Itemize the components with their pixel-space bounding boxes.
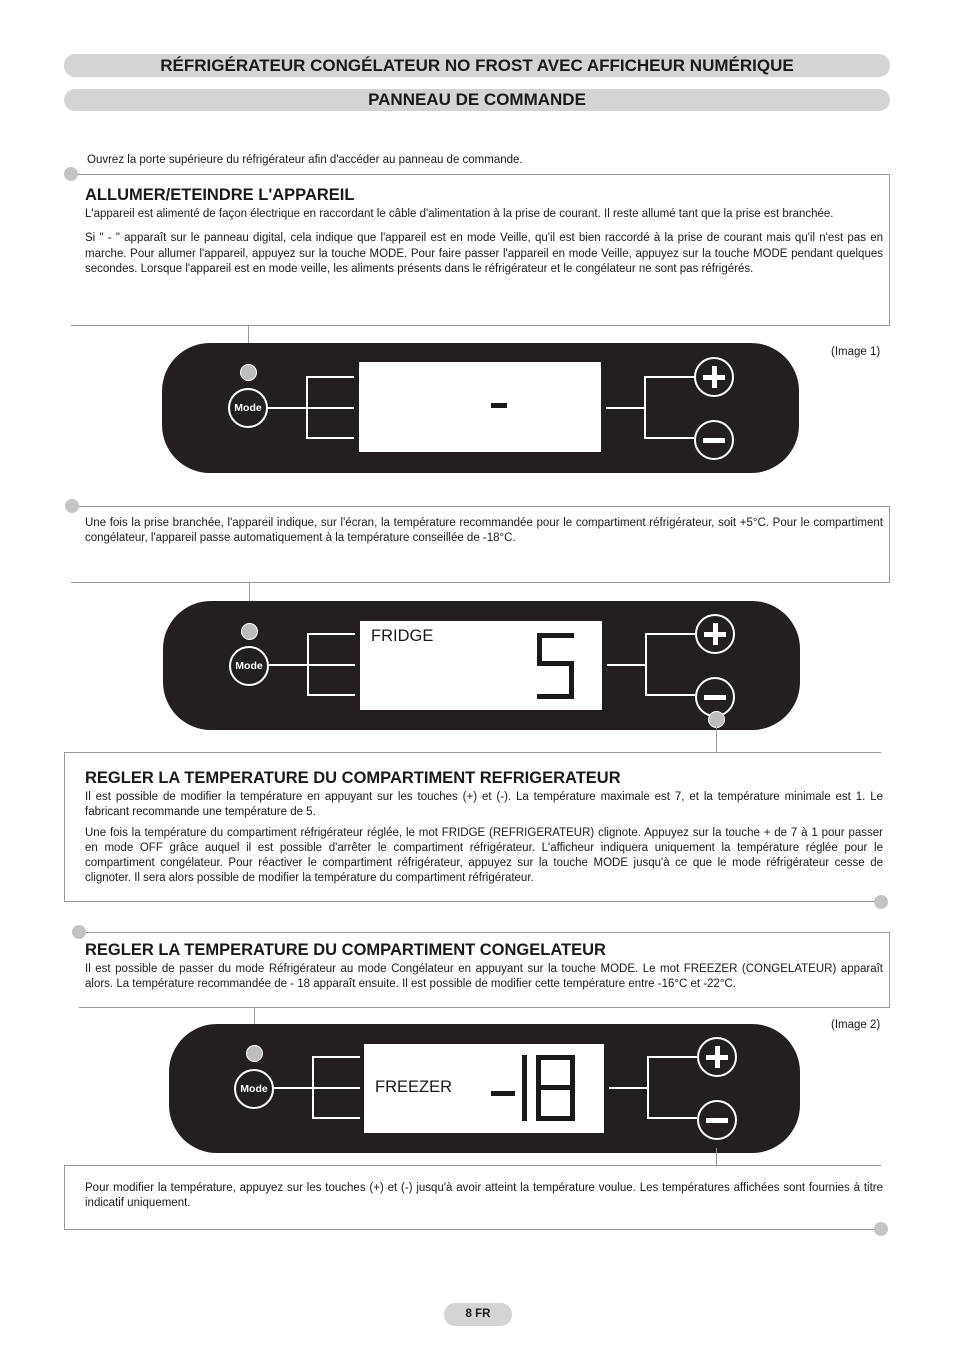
- connector-line: [716, 1148, 717, 1166]
- display-screen: [364, 1044, 604, 1133]
- wire: [268, 407, 306, 409]
- display-screen: [359, 362, 601, 452]
- fridge-label: FRIDGE: [371, 627, 434, 645]
- wire: [312, 1056, 360, 1058]
- mode-button[interactable]: Mode: [228, 388, 268, 428]
- connector-dot: [874, 1222, 888, 1236]
- digit-segment: [536, 1055, 541, 1121]
- wire: [306, 437, 354, 439]
- wire: [312, 1087, 360, 1089]
- page-number: 8 FR: [444, 1303, 512, 1326]
- wire: [606, 407, 644, 409]
- wire: [644, 376, 646, 439]
- connector-dot: [246, 1045, 263, 1062]
- wire: [644, 376, 694, 378]
- section-title: PANNEAU DE COMMANDE: [64, 89, 890, 111]
- plus-icon-stroke: [713, 623, 718, 645]
- wire: [607, 664, 645, 666]
- minus-icon: [706, 1118, 728, 1123]
- connector-dot: [241, 623, 258, 640]
- heading-freezer: REGLER LA TEMPERATURE DU COMPARTIMENT CONGELATEUR: [85, 941, 606, 959]
- segment-dash: [491, 403, 507, 408]
- freezer-label: FREEZER: [375, 1078, 453, 1096]
- plus-button[interactable]: [695, 614, 735, 654]
- connector-dot: [64, 167, 78, 181]
- fridge-paragraph-2: Une fois la température du compartiment réfrigérateur réglée, le mot FRIDGE (REFRIGERATEUR) clignote. Appuyez sur la touche + de 7 à 1 pour passer en mode OFF grâce auquel il est possible d'arrêter le compartiment réfrigérateur. L'afficheur indiquera uniquement la température réglée pour le compartiment congélateur. Pour réactiver le compartiment réfrigérateur, appuyez sur la touche MODE jusqu'à ce que le mode réfrigérateur cesse de clignoter. Il sera alors possible de modifier la température du compartiment réfrigérateur.: [85, 826, 883, 885]
- wire: [647, 1117, 697, 1119]
- power-paragraph-2: Si " - " apparaît sur le panneau digital, cela indique que l'appareil est en mode Veille, qu'il est bien raccordé à la prise de courant mais qu'il n'est pas en marche. Pour allumer l'appareil, appuyez sur la touche MODE. Pour faire passer l'appareil en mode Veille, appuyez sur la touche MODE pendant quelques secondes. Lorsque l'appareil est en mode veille, les aliments présents dans le réfrigérateur et le congélateur ne sont pas réfrigérés.: [85, 232, 883, 275]
- digit-segment: [570, 1055, 575, 1121]
- minus-icon: [703, 438, 725, 443]
- wire: [306, 376, 354, 378]
- freezer-body: Il est possible de passer du mode Réfrigérateur au mode Congélateur en appuyant sur la touche MODE. Le mot FREEZER (CONGELATEUR) apparaît alors. La température recommandée de - 18 apparaît ensuite. Il est possible de modifier cette température entre -16°C et -22°C.: [85, 963, 883, 991]
- connector-line: [716, 726, 717, 753]
- plus-button[interactable]: [697, 1037, 737, 1077]
- wire: [645, 633, 647, 696]
- power-body: [85, 207, 883, 277]
- wire: [307, 633, 355, 635]
- minus-icon: [704, 695, 726, 700]
- wire: [647, 1056, 649, 1119]
- image-1-caption: (Image 1): [831, 346, 881, 358]
- plugged-body: Une fois la prise branchée, l'appareil indique, sur l'écran, la température recommandée pour le compartiment réfrigérateur, soit +5°C. Pour le compartiment congélateur, l'appareil passe automatiquement à la température conseillée de -18°C.: [85, 517, 883, 545]
- plus-icon-stroke: [715, 1046, 720, 1068]
- digit-segment: [522, 1055, 527, 1121]
- wire: [306, 407, 354, 409]
- connector-dot: [72, 925, 86, 939]
- display-screen: [360, 621, 602, 710]
- connector-dot: [65, 499, 79, 513]
- mode-button[interactable]: Mode: [229, 646, 269, 686]
- mode-button[interactable]: Mode: [234, 1069, 274, 1109]
- plus-icon-stroke: [712, 366, 717, 388]
- wire: [609, 1087, 647, 1089]
- control-panel-1: [162, 343, 799, 473]
- connector-dot: [240, 364, 257, 381]
- wire: [644, 437, 694, 439]
- connector-dot: [874, 895, 888, 909]
- intro-text: Ouvrez la porte supérieure du réfrigérateur afin d'accéder au panneau de commande.: [87, 154, 523, 166]
- minus-button[interactable]: [697, 1100, 737, 1140]
- document-title: RÉFRIGÉRATEUR CONGÉLATEUR NO FROST AVEC AFFICHEUR NUMÉRIQUE: [64, 54, 890, 77]
- power-paragraph-1: L'appareil est alimenté de façon électrique en raccordant le câble d'alimentation à la prise de courant. Il reste allumé tant que la prise est branchée.: [85, 208, 834, 220]
- control-panel-2: [163, 601, 800, 730]
- control-panel-3: [169, 1024, 800, 1153]
- digit-segment: [537, 694, 574, 699]
- wire: [307, 664, 355, 666]
- digit-segment: [537, 633, 542, 664]
- plus-button[interactable]: [694, 357, 734, 397]
- wire: [645, 633, 695, 635]
- wire: [269, 664, 307, 666]
- heading-power: ALLUMER/ETEINDRE L'APPAREIL: [85, 186, 355, 204]
- wire: [307, 694, 355, 696]
- digit-segment: [537, 633, 574, 638]
- fridge-paragraph-1: Il est possible de modifier la température en appuyant sur les touches (+) et (-). La température maximale est 7, et la température minimale est 1. Le fabricant recommande une température de 5.: [85, 791, 883, 819]
- minus-button[interactable]: [694, 420, 734, 460]
- heading-fridge: REGLER LA TEMPERATURE DU COMPARTIMENT REFRIGERATEUR: [85, 769, 621, 787]
- fridge-body: [85, 790, 883, 887]
- wire: [645, 694, 695, 696]
- wire: [312, 1117, 360, 1119]
- digit-segment: [491, 1091, 515, 1096]
- final-body: Pour modifier la température, appuyez sur les touches (+) et (-) jusqu'à avoir atteint la température voulue. Les températures affichées sont fournies à titre indicatif uniquement.: [85, 1182, 883, 1210]
- image-2-caption: (Image 2): [831, 1019, 881, 1031]
- wire: [274, 1087, 312, 1089]
- wire: [647, 1056, 697, 1058]
